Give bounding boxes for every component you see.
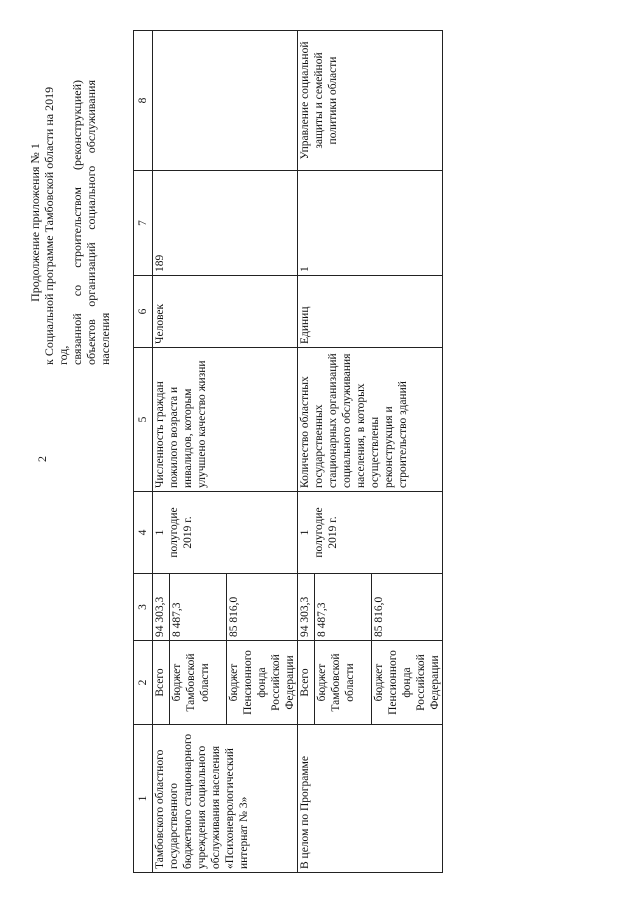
column-number: 7 <box>134 171 153 276</box>
term-text: полугодие 2019 г. <box>313 507 339 558</box>
source-amount: 94 303,3 <box>153 574 170 641</box>
program-table <box>133 30 443 873</box>
indicator-name: Количество областных государственных стационарных организаций социального обслуживания населения, в которых осуществлены реконструкция и строительство зданий <box>298 348 443 492</box>
source-amount: 85 816,0 <box>227 574 298 641</box>
header-line-4-word: объектов <box>84 319 98 365</box>
header-line-3-word: (реконструкцией) <box>70 80 84 170</box>
term-number: 1 <box>299 529 311 536</box>
executor: Управление социальной защиты и семейной политики области <box>298 31 443 171</box>
column-number: 8 <box>134 31 153 171</box>
header-line-2: к Социальной программе Тамбовской области на 2019 год, <box>42 86 70 365</box>
object-name: Тамбовского областного государственного бюджетного стационарного учреждения социального обслуживания населения «Психоневрологический интернат № 3» <box>153 725 298 873</box>
column-number-row <box>134 31 153 873</box>
indicator-value: 189 <box>153 171 298 276</box>
header-line-4-word: обслуживания <box>84 80 98 154</box>
term-cell <box>153 492 298 574</box>
unit: Единиц <box>298 276 443 348</box>
header-line-3-word: строительством <box>70 187 84 268</box>
page-number: 2 <box>35 456 49 462</box>
unit: Человек <box>153 276 298 348</box>
header-line-1: Продолжение приложения № 1 <box>28 143 42 302</box>
term-text: полугодие 2019 г. <box>168 507 194 558</box>
column-number: 2 <box>134 641 153 725</box>
source-label: бюджет Тамбовской области <box>170 641 227 725</box>
source-label: Всего <box>153 641 170 725</box>
term-number: 1 <box>154 529 166 536</box>
column-number: 6 <box>134 276 153 348</box>
source-amount: 8 487,3 <box>315 574 372 641</box>
column-number: 5 <box>134 348 153 492</box>
header-line-5: населения <box>98 312 112 365</box>
header-line-4 <box>84 80 98 365</box>
source-amount: 85 816,0 <box>372 574 443 641</box>
table-row <box>153 31 170 873</box>
header-line-3-word: со <box>70 284 84 297</box>
appendix-header <box>28 80 112 365</box>
column-number: 4 <box>134 492 153 574</box>
header-line-4-word: организаций <box>84 242 98 307</box>
header-line-3-word: связанной <box>70 313 84 365</box>
header-line-3 <box>70 80 84 365</box>
source-label: бюджет Пенсионного фонда Российской Федерации <box>227 641 298 725</box>
column-number: 3 <box>134 574 153 641</box>
source-label: бюджет Тамбовской области <box>315 641 372 725</box>
table-row <box>298 31 315 873</box>
indicator-name: Численность граждан пожилого возраста и инвалидов, которым улучшено качество жизни <box>153 348 298 492</box>
source-amount: 94 303,3 <box>298 574 315 641</box>
term-cell <box>298 492 443 574</box>
column-number: 1 <box>134 725 153 873</box>
source-label: бюджет Пенсионного фонда Российской Федерации <box>372 641 443 725</box>
source-amount: 8 487,3 <box>170 574 227 641</box>
source-label: Всего <box>298 641 315 725</box>
executor <box>153 31 298 171</box>
indicator-value: 1 <box>298 171 443 276</box>
object-name: В целом по Программе <box>298 725 443 873</box>
header-line-4-word: социального <box>84 165 98 230</box>
